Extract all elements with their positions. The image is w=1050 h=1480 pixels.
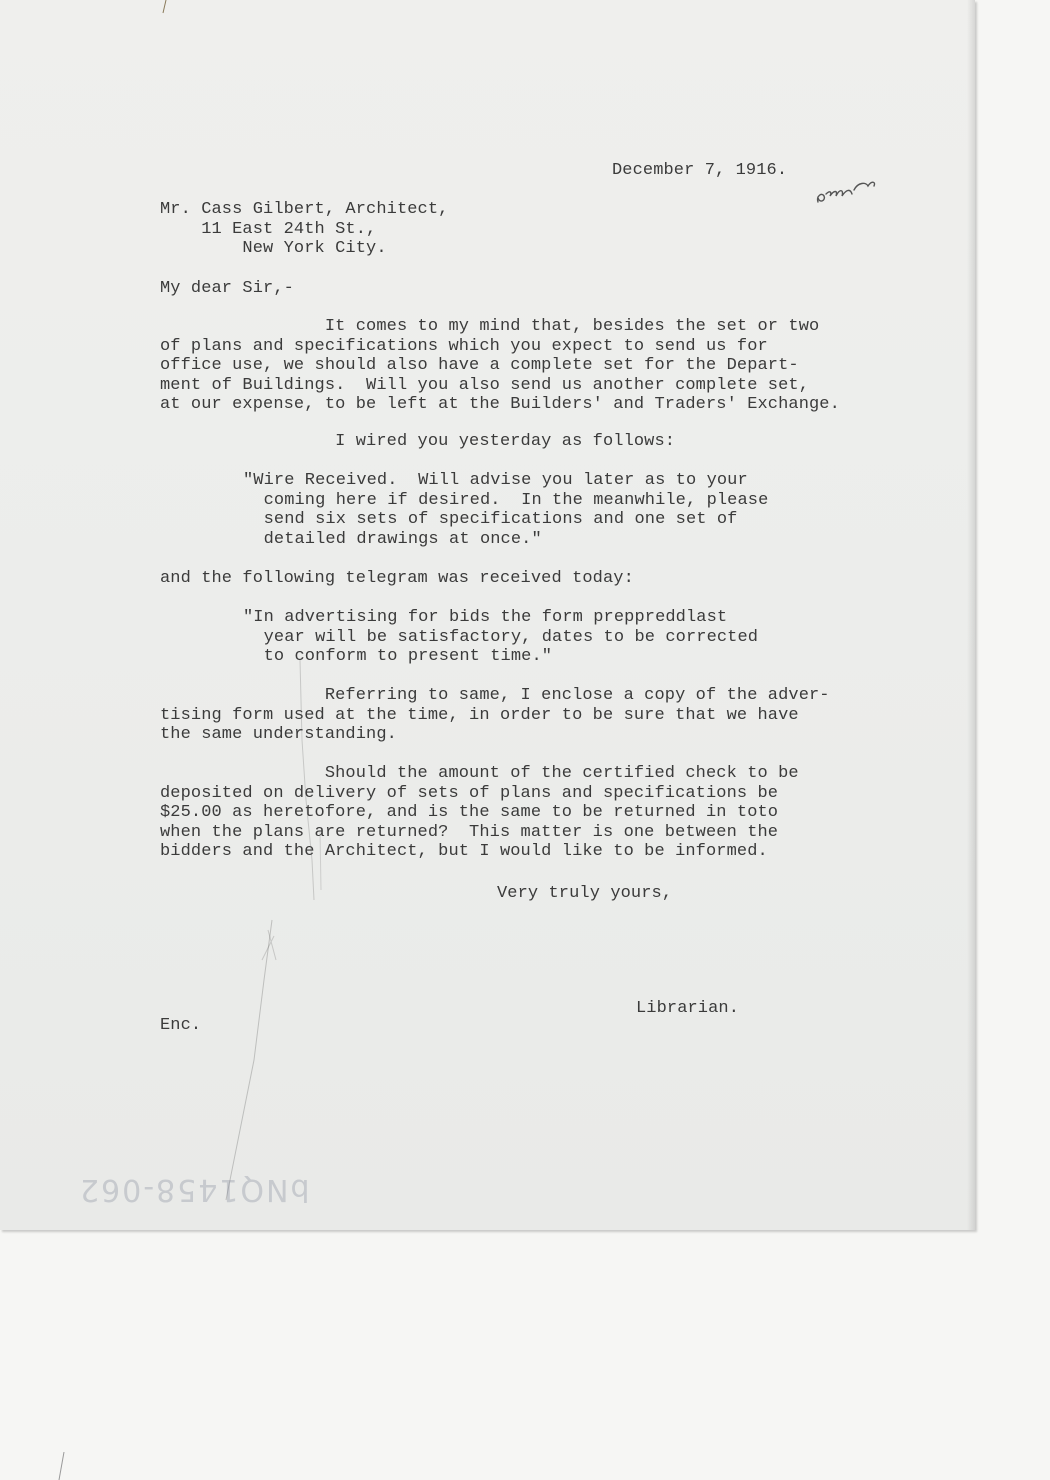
text-line: coming here if desired. In the meanwhile, please: [243, 490, 769, 510]
address-line: 11 East 24th St.,: [160, 219, 377, 239]
archive-stamp: [78, 1172, 328, 1222]
text-line: office use, we should also have a complete set for the Depart-: [160, 356, 799, 375]
recipient-address: [160, 200, 448, 259]
text-line: It comes to my mind that, besides the set or two: [160, 317, 820, 336]
text-line: deposited on delivery of sets of plans and specifications be: [160, 783, 779, 803]
paragraph-telegram: and the following telegram was received today:: [160, 569, 634, 588]
text-line: at our expense, to be left at the Builders' and Traders' Exchange.: [160, 395, 840, 414]
text-line: bidders and the Architect, but I would like to be informed.: [160, 842, 768, 861]
paragraph-wired: I wired you yesterday as follows:: [160, 432, 676, 451]
signer-title: Librarian.: [636, 999, 740, 1018]
text-line: $25.00 as heretofore, and is the same to be returned in toto: [160, 803, 779, 822]
text-line: to conform to present time.": [243, 647, 553, 666]
text-line: Should the amount of the certified check to be: [160, 764, 799, 783]
top-edge-mark: [162, 0, 168, 14]
closing: Very truly yours,: [497, 884, 673, 903]
quoted-telegram: [243, 608, 758, 667]
text-line: send six sets of specifications and one set of: [243, 510, 738, 529]
quoted-wire: [243, 471, 768, 549]
text-line: of plans and specifications which you expect to send us for: [160, 336, 768, 356]
text-line: "Wire Received. Will advise you later as to your: [243, 471, 748, 490]
handwritten-initials: [814, 168, 878, 208]
letter-date: December 7, 1916.: [612, 161, 788, 180]
text-line: year will be satisfactory, dates to be corrected: [243, 627, 759, 647]
enclosure-note: Enc.: [160, 1016, 202, 1035]
archive-stamp-text: bNQ1458-062: [78, 1172, 310, 1207]
text-line: the same understanding.: [160, 725, 397, 744]
text-line: when the plans are returned? This matter is one between the: [160, 822, 779, 842]
text-line: detailed drawings at once.": [243, 529, 542, 549]
address-line: New York City.: [160, 239, 387, 258]
text-line: "In advertising for bids the form preppreddlast: [243, 608, 728, 627]
address-line: Mr. Cass Gilbert, Architect,: [160, 200, 449, 219]
salutation: My dear Sir,-: [160, 279, 294, 298]
text-line: ment of Buildings. Will you also send us another complete set,: [160, 375, 810, 395]
text-line: Referring to same, I enclose a copy of the adver-: [160, 686, 830, 705]
pencil-fold-line: [190, 660, 340, 1220]
text-line: tising form used at the time, in order to be sure that we have: [160, 705, 799, 725]
paragraph-plans-request: [160, 317, 840, 415]
bottom-edge-mark: [56, 1452, 66, 1480]
